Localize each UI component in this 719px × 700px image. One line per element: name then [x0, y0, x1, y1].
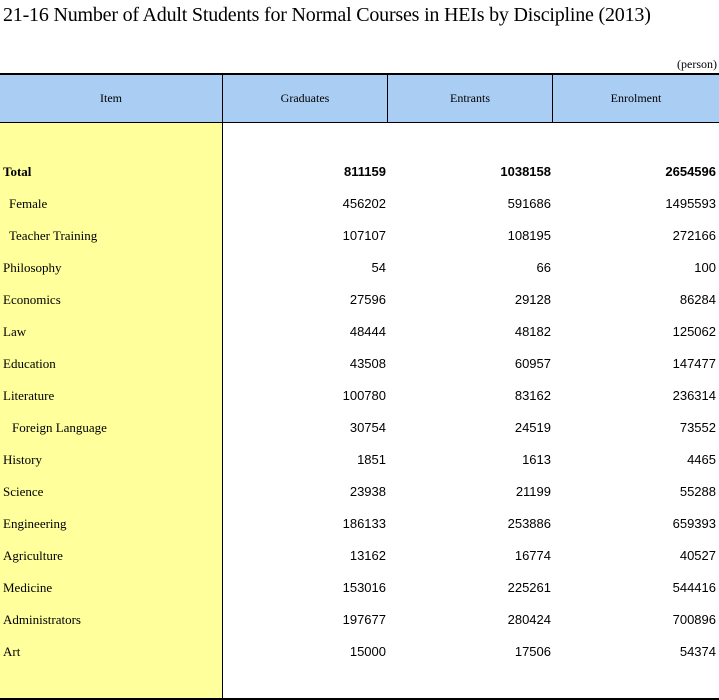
header-enrolment: Enrolment — [610, 91, 662, 105]
row-label: Science — [3, 484, 44, 499]
enrolment-cell: 100 — [694, 260, 716, 275]
entrants-cell: 280424 — [507, 612, 551, 627]
graduates-cell: 30754 — [349, 420, 386, 435]
enrolment-cell: 86284 — [679, 292, 716, 307]
table-row — [0, 516, 719, 536]
graduates-cell: 811159 — [344, 164, 386, 179]
table-row — [0, 228, 719, 248]
graduates-cell: 186133 — [342, 516, 386, 531]
row-label: Teacher Training — [9, 228, 98, 243]
entrants-cell: 1038158 — [500, 164, 551, 179]
graduates-cell: 54 — [371, 260, 386, 275]
entrants-cell: 29128 — [514, 292, 551, 307]
entrants-cell: 17506 — [514, 644, 551, 659]
table-row — [0, 260, 719, 280]
entrants-cell: 225261 — [507, 580, 551, 595]
enrolment-cell: 236314 — [672, 388, 716, 403]
row-label: Education — [3, 356, 56, 371]
graduates-cell: 48444 — [349, 324, 386, 339]
table-row — [0, 452, 719, 472]
row-label: Medicine — [3, 580, 53, 595]
graduates-cell: 153016 — [342, 580, 386, 595]
row-label: Law — [3, 324, 27, 339]
enrolment-cell: 2654596 — [665, 164, 716, 179]
graduates-cell: 1851 — [357, 452, 386, 467]
enrolment-cell: 659393 — [672, 516, 716, 531]
row-label: Art — [3, 644, 21, 659]
enrolment-cell: 147477 — [672, 356, 716, 371]
graduates-cell: 15000 — [349, 644, 386, 659]
table-row — [0, 164, 719, 184]
enrolment-cell: 544416 — [672, 580, 716, 595]
table-row — [0, 324, 719, 344]
row-label: History — [3, 452, 42, 467]
entrants-cell: 1613 — [522, 452, 551, 467]
entrants-cell: 83162 — [514, 388, 551, 403]
table-row — [0, 388, 719, 408]
graduates-cell: 43508 — [349, 356, 386, 371]
entrants-cell: 591686 — [507, 196, 551, 211]
enrolment-cell: 1495593 — [665, 196, 716, 211]
entrants-cell: 66 — [536, 260, 551, 275]
graduates-cell: 23938 — [349, 484, 386, 499]
row-label: Foreign Language — [12, 420, 107, 435]
entrants-cell: 24519 — [514, 420, 551, 435]
table-row — [0, 548, 719, 568]
table-row — [0, 612, 719, 632]
table-row — [0, 580, 719, 600]
row-label: Female — [9, 196, 48, 211]
graduates-cell: 27596 — [349, 292, 386, 307]
header-graduates: Graduates — [223, 75, 388, 122]
row-label: Philosophy — [3, 260, 62, 275]
enrolment-cell: 4465 — [687, 452, 716, 467]
entrants-cell: 253886 — [507, 516, 551, 531]
entrants-cell: 108195 — [507, 228, 551, 243]
row-label: Literature — [3, 388, 55, 403]
table-row — [0, 292, 719, 312]
table-row — [0, 484, 719, 504]
table-row — [0, 196, 719, 216]
table-row — [0, 644, 719, 664]
graduates-cell: 197677 — [342, 612, 386, 627]
row-label: Agriculture — [3, 548, 63, 563]
graduates-cell: 107107 — [342, 228, 386, 243]
table-row — [0, 356, 719, 376]
row-label: Economics — [3, 292, 61, 307]
enrolment-cell: 55288 — [679, 484, 716, 499]
unit-label: (person) — [677, 57, 717, 71]
enrolment-cell: 272166 — [672, 228, 716, 243]
graduates-cell: 456202 — [342, 196, 386, 211]
enrolment-cell: 73552 — [679, 420, 716, 435]
enrolment-cell: 40527 — [679, 548, 716, 563]
table-row — [0, 420, 719, 440]
graduates-cell: 100780 — [342, 388, 386, 403]
enrolment-cell: 125062 — [672, 324, 716, 339]
row-label: Engineering — [3, 516, 67, 531]
row-label: Administrators — [3, 612, 81, 627]
table-header — [0, 73, 719, 123]
entrants-cell: 60957 — [514, 356, 551, 371]
enrolment-cell: 700896 — [672, 612, 716, 627]
data-table — [0, 73, 719, 700]
header-entrants: Entrants — [388, 75, 553, 122]
enrolment-cell: 54374 — [679, 644, 716, 659]
page-title: 21-16 Number of Adult Students for Normal Courses in HEIs by Discipline (2013) — [3, 4, 651, 26]
row-label: Total — [3, 164, 32, 179]
graduates-cell: 13162 — [349, 548, 386, 563]
entrants-cell: 16774 — [514, 548, 551, 563]
entrants-cell: 48182 — [514, 324, 551, 339]
entrants-cell: 21199 — [515, 484, 551, 499]
header-item: Item — [0, 75, 223, 122]
